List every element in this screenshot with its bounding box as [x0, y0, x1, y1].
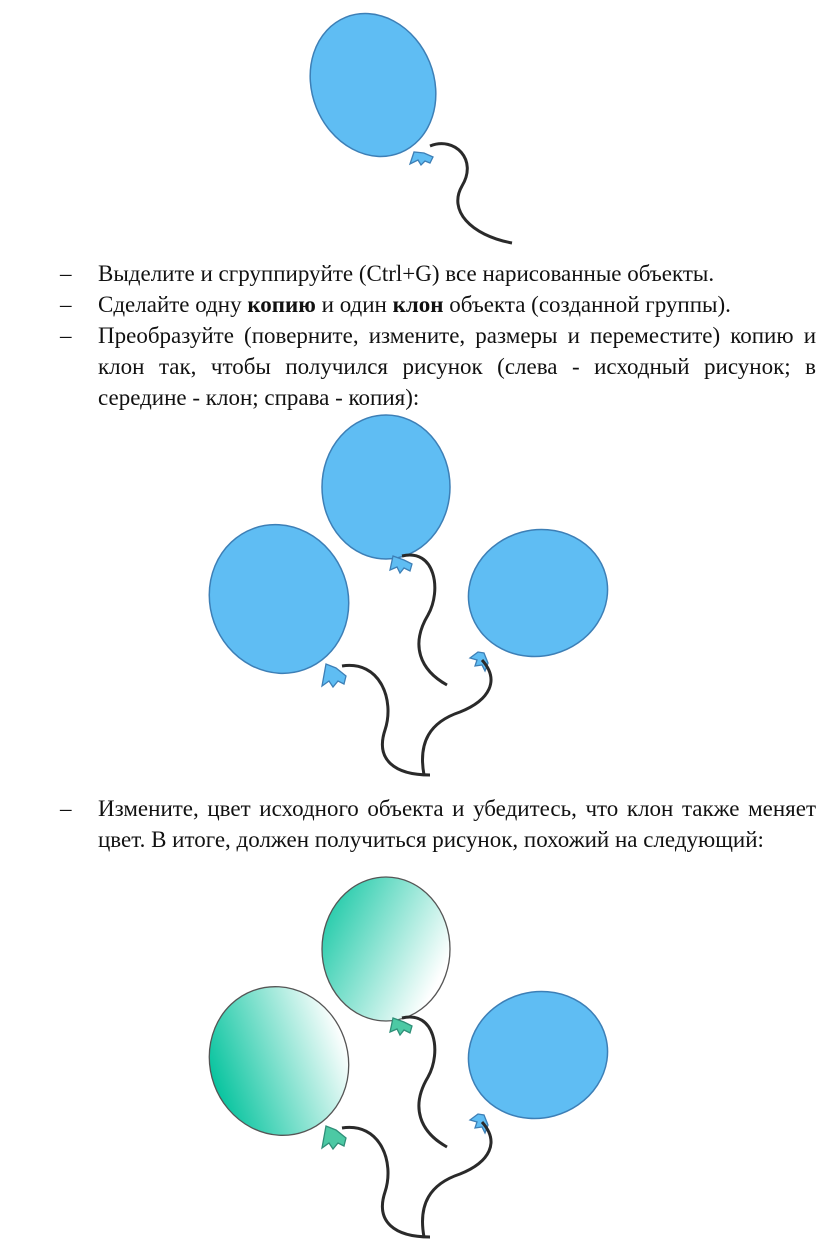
list-bullet: –	[60, 323, 72, 348]
bold-term-copy: копию	[247, 292, 316, 317]
list-bullet: –	[60, 292, 72, 317]
figure-gradient-balloons	[0, 855, 816, 1251]
list-bullet: –	[60, 261, 72, 286]
instruction-text: Измените, цвет исходного объекта и убедитесь, что клон также меняет цвет. В итоге, должен получиться рисунок, похожий на следующий:	[98, 796, 816, 852]
instruction-item-copy-clone	[60, 289, 816, 320]
instruction-item-group	[60, 258, 816, 289]
instruction-item-change-color	[60, 793, 816, 855]
instruction-text: Выделите и сгруппируйте (Ctrl+G) все нарисованные объекты.	[98, 261, 715, 286]
figure-three-balloons	[0, 405, 816, 785]
instruction-text: Преобразуйте (поверните, измените, размеры и переместите) копию и клон так, чтобы получился рисунок (слева - исходный рисунок; в середине - клон; справа - копия):	[98, 323, 816, 410]
figure-single-balloon	[0, 0, 816, 250]
balloon	[289, 0, 512, 243]
balloon-copy-blue	[423, 976, 622, 1237]
bold-term-clone: клон	[392, 292, 444, 317]
balloon-copy	[423, 514, 622, 775]
instruction-text: Сделайте одну копию и один клон объекта (созданной группы).	[98, 292, 731, 317]
list-bullet: –	[60, 796, 72, 821]
balloon-clone-gradient	[322, 877, 450, 1147]
balloon-clone	[322, 415, 450, 685]
instruction-item-transform	[60, 320, 816, 413]
